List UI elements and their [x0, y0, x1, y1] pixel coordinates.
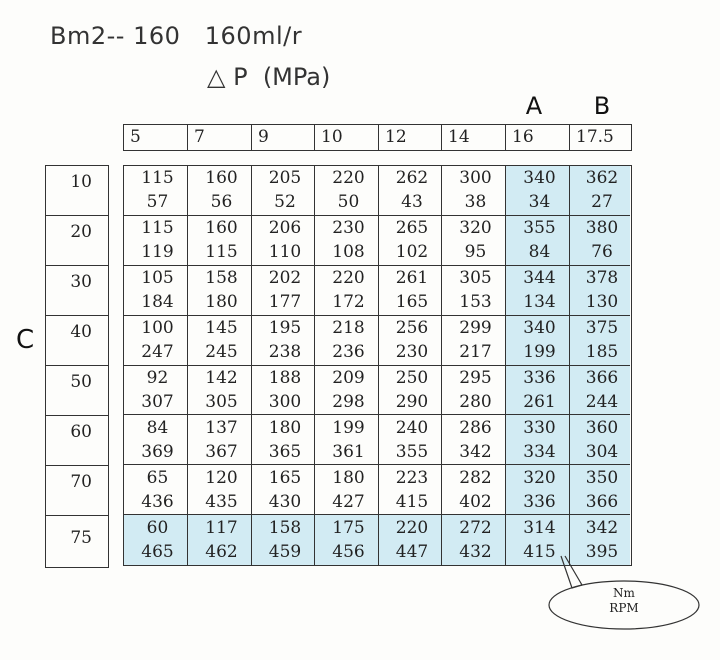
table-cell	[506, 465, 570, 515]
table-cell	[506, 166, 570, 216]
table-cell	[442, 366, 506, 416]
speed-value: 108	[332, 242, 365, 263]
speed-value: 230	[395, 342, 429, 363]
speed-value: 456	[332, 542, 365, 563]
speed-value: 238	[268, 342, 302, 363]
torque-value: 188	[268, 367, 302, 388]
table-cell	[188, 216, 252, 266]
speed-value: 459	[268, 542, 302, 563]
speed-value: 342	[459, 441, 492, 462]
speed-value: 185	[585, 342, 619, 363]
speed-value: 27	[591, 192, 613, 213]
table-cell	[188, 166, 252, 216]
torque-value: 175	[332, 518, 365, 539]
speed-value: 236	[332, 342, 365, 363]
table-cell	[506, 415, 570, 465]
torque-value: 202	[268, 268, 302, 289]
table-cell	[442, 316, 506, 366]
pressure-header-cell: 10	[315, 125, 379, 150]
torque-value: 195	[268, 318, 302, 339]
speed-value: 102	[395, 242, 429, 263]
flow-cell: 40	[46, 316, 108, 366]
speed-value: 34	[528, 192, 551, 213]
torque-value: 137	[205, 417, 238, 438]
callout-speed-unit: RPM	[609, 601, 639, 615]
table-cell	[124, 366, 188, 416]
torque-value: 60	[146, 518, 169, 539]
torque-value: 340	[523, 318, 556, 339]
table-cell	[570, 415, 630, 465]
table-cell	[188, 366, 252, 416]
table-cell	[379, 266, 442, 316]
torque-value: 355	[523, 218, 556, 239]
speed-value: 298	[332, 391, 365, 412]
torque-value: 142	[205, 367, 238, 388]
torque-value: 340	[523, 168, 556, 189]
speed-value: 217	[459, 342, 492, 363]
speed-value: 307	[141, 391, 174, 412]
speed-value: 462	[205, 542, 238, 563]
torque-value: 314	[523, 518, 556, 539]
speed-value: 245	[205, 342, 238, 363]
table-cell	[315, 415, 379, 465]
table-cell	[379, 515, 442, 565]
torque-value: 180	[332, 467, 365, 488]
pressure-header-cell: 12	[379, 125, 442, 150]
speed-value: 430	[268, 491, 302, 512]
speed-value: 355	[395, 441, 429, 462]
table-cell	[315, 166, 379, 216]
pressure-header-cell: 5	[124, 125, 188, 150]
table-cell	[379, 415, 442, 465]
flow-cell: 75	[70, 528, 92, 548]
torque-value: 220	[332, 168, 365, 189]
torque-value: 282	[459, 467, 492, 488]
torque-value: 320	[523, 467, 556, 488]
speed-value: 56	[210, 192, 233, 213]
speed-value: 402	[459, 491, 492, 512]
table-cell	[188, 316, 252, 366]
speed-value: 199	[523, 342, 556, 363]
speed-value: 76	[591, 242, 613, 263]
speed-value: 415	[395, 491, 429, 512]
speed-value: 304	[585, 441, 619, 462]
torque-value: 115	[141, 168, 174, 189]
speed-value: 365	[268, 441, 302, 462]
table-cell	[124, 415, 188, 465]
speed-value: 244	[585, 391, 619, 412]
torque-value: 220	[332, 268, 365, 289]
torque-value: 344	[523, 268, 556, 289]
speed-value: 115	[205, 242, 238, 263]
torque-value: 158	[268, 518, 302, 539]
table-cell	[315, 316, 379, 366]
table-cell	[252, 266, 315, 316]
speed-value: 52	[274, 192, 296, 213]
table-cell	[252, 415, 315, 465]
speed-value: 369	[141, 441, 174, 462]
speed-value: 447	[395, 542, 429, 563]
torque-value: 295	[459, 367, 492, 388]
table-cell	[124, 216, 188, 266]
speed-value: 180	[205, 292, 238, 313]
speed-value: 366	[585, 491, 619, 512]
torque-value: 65	[146, 467, 169, 488]
speed-value: 280	[459, 391, 492, 412]
torque-value: 230	[332, 218, 365, 239]
speed-value: 110	[268, 242, 302, 263]
table-cell	[570, 316, 630, 366]
flow-cell: 30	[46, 266, 108, 316]
torque-value: 350	[585, 467, 619, 488]
table-cell	[252, 316, 315, 366]
torque-value: 115	[141, 218, 174, 239]
speed-value: 57	[146, 192, 169, 213]
speed-value: 43	[401, 192, 423, 213]
torque-value: 305	[459, 268, 492, 289]
table-cell	[252, 366, 315, 416]
torque-value: 256	[395, 318, 429, 339]
speed-value: 50	[337, 192, 360, 213]
speed-value: 153	[459, 292, 492, 313]
torque-value: 160	[205, 168, 238, 189]
torque-value: 117	[205, 518, 238, 539]
table-cell	[506, 366, 570, 416]
table-cell	[188, 415, 252, 465]
table-cell	[315, 515, 379, 565]
torque-speed-table	[123, 165, 632, 566]
speed-value: 427	[332, 491, 365, 512]
torque-value: 158	[205, 268, 238, 289]
torque-value: 320	[459, 218, 492, 239]
table-cell	[379, 216, 442, 266]
table-cell	[188, 266, 252, 316]
callout-torque-unit: Nm	[613, 586, 635, 600]
torque-value: 206	[268, 218, 302, 239]
table-cell	[442, 216, 506, 266]
table-cell	[570, 166, 630, 216]
torque-value: 205	[268, 168, 302, 189]
speed-value: 436	[141, 491, 174, 512]
torque-value: 336	[523, 367, 556, 388]
table-cell	[506, 316, 570, 366]
speed-value: 165	[395, 292, 429, 313]
torque-value: 180	[268, 417, 302, 438]
table-cell	[252, 216, 315, 266]
pressure-heading: △ P (MPa)	[207, 63, 331, 91]
speed-value: 177	[268, 292, 302, 313]
torque-value: 342	[585, 518, 619, 539]
speed-value: 84	[528, 242, 551, 263]
table-cell	[379, 366, 442, 416]
torque-value: 300	[459, 168, 492, 189]
torque-value: 84	[146, 417, 169, 438]
speed-value: 95	[464, 242, 487, 263]
torque-value: 223	[395, 467, 429, 488]
pressure-header-cell: 14	[442, 125, 506, 150]
row-marker-c: C	[16, 325, 35, 355]
flow-cell: 20	[46, 216, 108, 266]
table-cell	[252, 515, 315, 565]
torque-value: 160	[205, 218, 238, 239]
table-cell	[252, 465, 315, 515]
torque-value: 100	[141, 318, 174, 339]
torque-value: 272	[459, 518, 492, 539]
speed-value: 336	[523, 491, 556, 512]
torque-value: 378	[585, 268, 619, 289]
column-marker-b: B	[593, 92, 611, 120]
torque-value: 240	[395, 417, 429, 438]
speed-value: 300	[268, 391, 302, 412]
torque-value: 265	[395, 218, 429, 239]
speed-value: 361	[332, 441, 365, 462]
speed-value: 134	[523, 292, 556, 313]
table-cell	[379, 316, 442, 366]
table-cell	[124, 316, 188, 366]
torque-value: 145	[205, 318, 238, 339]
speed-value: 184	[141, 292, 174, 313]
table-cell	[315, 366, 379, 416]
speed-value: 172	[332, 292, 365, 313]
torque-value: 165	[268, 467, 302, 488]
table-cell	[570, 216, 630, 266]
table-cell	[315, 465, 379, 515]
torque-value: 92	[146, 367, 169, 388]
table-cell	[124, 266, 188, 316]
page-title: Bm2-- 160 160ml/r	[50, 22, 303, 50]
torque-value: 250	[395, 367, 429, 388]
speed-value: 334	[523, 441, 556, 462]
flow-cell: 70	[46, 466, 108, 516]
torque-value: 199	[332, 417, 365, 438]
table-cell	[124, 515, 188, 565]
table-cell	[570, 465, 630, 515]
flow-cell: 50	[46, 366, 108, 416]
pressure-header-cell: 7	[188, 125, 252, 150]
flow-column	[45, 165, 109, 568]
pressure-header-cell: 9	[252, 125, 315, 150]
speed-value: 247	[141, 342, 174, 363]
speed-value: 261	[523, 391, 556, 412]
torque-value: 262	[395, 168, 429, 189]
torque-value: 380	[585, 218, 619, 239]
speed-value: 38	[464, 192, 487, 213]
table-cell	[252, 166, 315, 216]
torque-value: 362	[585, 168, 619, 189]
torque-value: 286	[459, 417, 492, 438]
table-cell	[124, 166, 188, 216]
table-cell	[442, 415, 506, 465]
speed-value: 290	[395, 391, 429, 412]
table-cell	[315, 266, 379, 316]
table-cell	[442, 465, 506, 515]
pressure-header-cell: 16	[506, 125, 570, 150]
table-cell	[442, 166, 506, 216]
unit-callout	[549, 582, 699, 628]
table-cell	[379, 166, 442, 216]
table-cell	[442, 266, 506, 316]
torque-value: 330	[523, 417, 556, 438]
speed-value: 367	[205, 441, 238, 462]
torque-value: 209	[332, 367, 365, 388]
torque-value: 105	[141, 268, 174, 289]
table-cell	[442, 515, 506, 565]
speed-value: 305	[205, 391, 238, 412]
speed-value: 395	[585, 542, 619, 563]
table-cell	[570, 515, 630, 565]
table-cell	[124, 465, 188, 515]
speed-value: 432	[459, 542, 492, 563]
table-cell	[379, 465, 442, 515]
table-cell	[188, 515, 252, 565]
flow-cell: 60	[46, 416, 108, 466]
speed-value: 119	[141, 242, 174, 263]
speed-value: 415	[523, 542, 556, 563]
pressure-header-cell: 17.5	[576, 127, 614, 147]
torque-value: 220	[395, 518, 429, 539]
torque-value: 366	[585, 367, 619, 388]
table-cell	[570, 366, 630, 416]
table-cell	[506, 515, 570, 565]
speed-value: 465	[141, 542, 174, 563]
torque-value: 360	[585, 417, 619, 438]
pressure-header-row	[123, 124, 632, 151]
table-cell	[506, 266, 570, 316]
flow-cell: 10	[46, 166, 108, 216]
speed-value: 130	[585, 292, 619, 313]
table-cell	[315, 216, 379, 266]
torque-value: 261	[395, 268, 429, 289]
torque-value: 120	[205, 467, 238, 488]
speed-value: 435	[205, 491, 238, 512]
table-cell	[188, 465, 252, 515]
column-marker-a: A	[525, 92, 543, 120]
torque-value: 218	[332, 318, 365, 339]
torque-value: 375	[585, 318, 619, 339]
torque-value: 299	[459, 318, 492, 339]
table-cell	[506, 216, 570, 266]
table-cell	[570, 266, 630, 316]
